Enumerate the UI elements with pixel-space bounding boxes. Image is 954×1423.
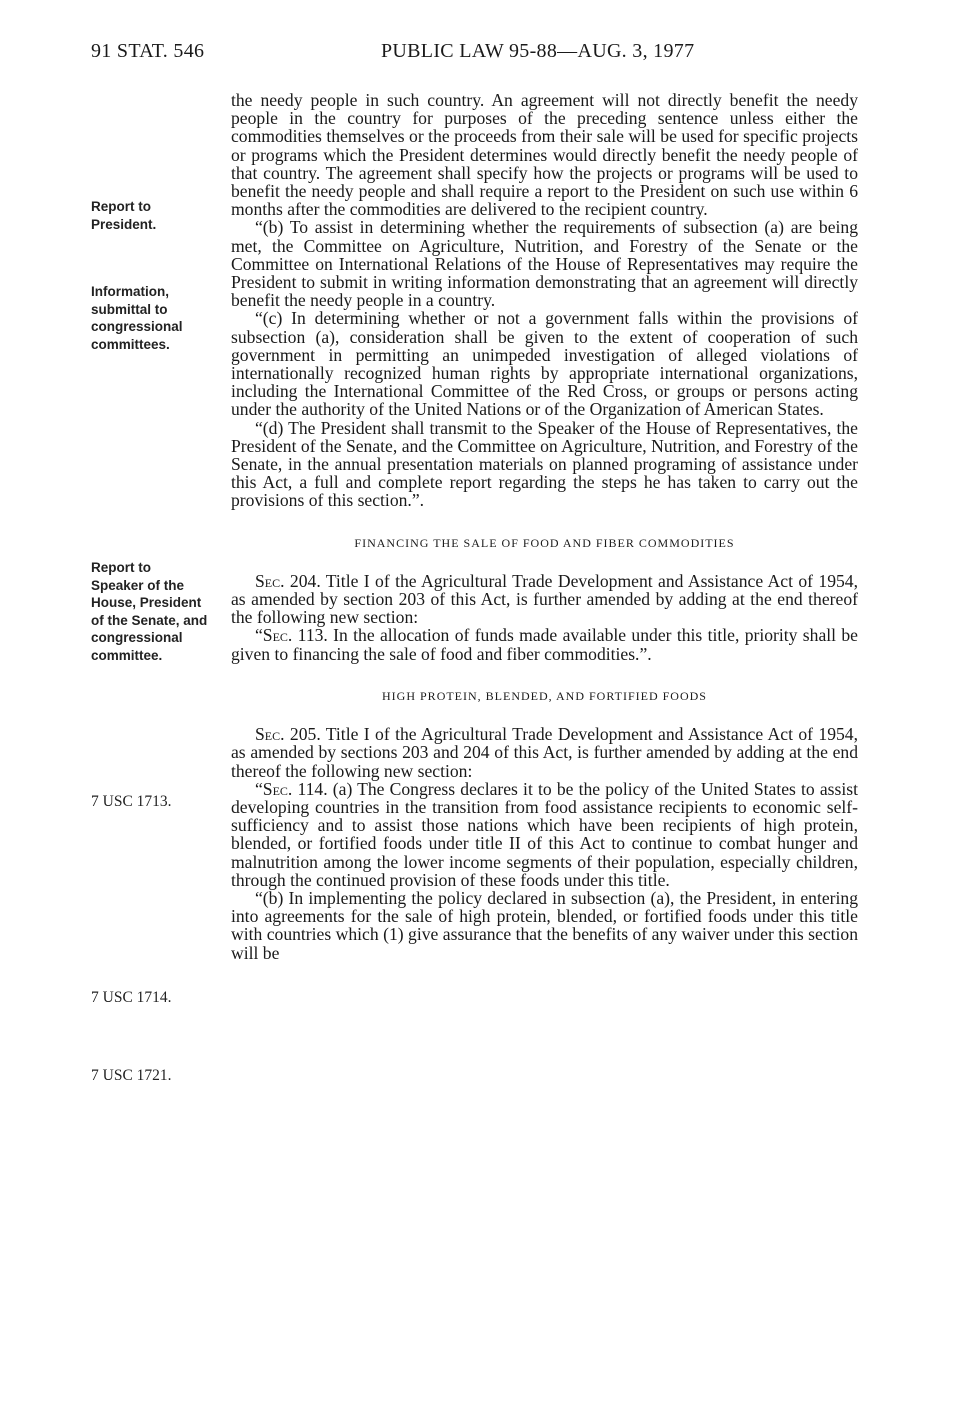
margin-note-usc-1721: 7 USC 1721.	[91, 1067, 172, 1084]
section-heading-financing: FINANCING THE SALE OF FOOD AND FIBER COMMODITIES	[354, 535, 735, 550]
margin-note-information-submittal: Information, submittal to congressional committees.	[91, 284, 183, 352]
statute-body	[231, 91, 858, 962]
statute-page-reference: 91 STAT. 546	[91, 40, 205, 62]
paragraph-sec-113	[231, 626, 858, 662]
paragraph-subsection-b-implementing: “(b) In implementing the policy declared in subsection (a), the President, in entering into agreements for the sale of high protein, blended, or fortified foods under this title with countries which (1) give assurance that the benefits of any waiver under this section will be	[231, 887, 858, 963]
paragraph-sec-205	[231, 725, 858, 780]
margin-note-usc-1713: 7 USC 1713.	[91, 793, 172, 810]
paragraph-needy-people: the needy people in such country. An agreement will not directly benefit the needy people in the country for purposes of the preceding sentence unless either the commodities themselves or the proceeds from their sale will be used for specific projects or programs which the President determines would directly benefit the needy people of that country. The agreement shall specify how the projects or programs will be used to benefit the needy people and shall require a report to the President on such use within 6 months after the commodities are delivered to the recipient country.	[231, 90, 858, 220]
sec-113-text: 113. In the allocation of funds made available under this title, priority shall be given to financing the sale of food and fiber commodities.”.	[231, 625, 858, 664]
page-header	[0, 40, 954, 70]
margin-note-usc-1714: 7 USC 1714.	[91, 989, 172, 1006]
sec-label-113: “Sec.	[255, 625, 293, 646]
paragraph-subsection-c: “(c) In determining whether or not a government falls within the provisions of subsection (a), consideration shall be given to the extent of cooperation of such government in permitting an unimpeded investigation of alleged violations of internationally recognized human rights by appropriate international organizations, including the International Committee of the Red Cross, or groups or persons acting under the authority of the United Nations or of the Organization of American States.	[231, 308, 858, 420]
sec-204-text: 204. Title I of the Agricultural Trade Development and Assistance Act of 1954, as amended by section 203 of this Act, is further amended by adding at the end thereof the following new section:	[231, 570, 858, 628]
margin-note-report-to-president: Report to President.	[91, 199, 157, 232]
sec-205-text: 205. Title I of the Agricultural Trade Development and Assistance Act of 1954, as amended by sections 203 and 204 of this Act, is further amended by adding at the end thereof the following new section:	[231, 724, 858, 781]
sec-label-205: Sec.	[255, 724, 285, 745]
paragraph-subsection-b: “(b) To assist in determining whether the requirements of subsection (a) are being met, the Committee on Agriculture, Nutrition, and Forestry of the Senate or the Committee on International Relations of the House of Representatives may require the President to submit in writing information demonstrating that an agreement will directly benefit the needy people in a country.	[231, 217, 858, 311]
paragraph-sec-114	[231, 780, 858, 889]
sec-label-114: “Sec.	[255, 778, 293, 799]
sec-114-text: 114. (a) The Congress declares it to be the policy of the United States to assist developing countries in the transition from food assistance recipients to economic self-sufficiency and to assist those nations which have been recipients of high protein, blended, or fortified foods under title II of this Act to continue to combat hunger and malnutrition among the lower income segments of their population, especially children, through the continued provision of these foods under this title.	[231, 778, 858, 890]
paragraph-sec-204	[231, 572, 858, 627]
public-law-reference: PUBLIC LAW 95-88—AUG. 3, 1977	[381, 40, 695, 62]
section-heading-high-protein: HIGH PROTEIN, BLENDED, AND FORTIFIED FOODS	[382, 688, 707, 703]
sec-label-204: Sec.	[255, 570, 285, 591]
margin-note-report-to-speaker: Report to Speaker of the House, President of the Senate, and congressional committee.	[91, 560, 208, 663]
paragraph-subsection-d: “(d) The President shall transmit to the Speaker of the House of Representatives, the President of the Senate, and the Committee on Agriculture, Nutrition, and Forestry of the Senate, in the annual presentation materials on planned programing of assistance under this Act, a full and complete report regarding the steps he has taken to carry out the provisions of this section.”.	[231, 417, 858, 511]
